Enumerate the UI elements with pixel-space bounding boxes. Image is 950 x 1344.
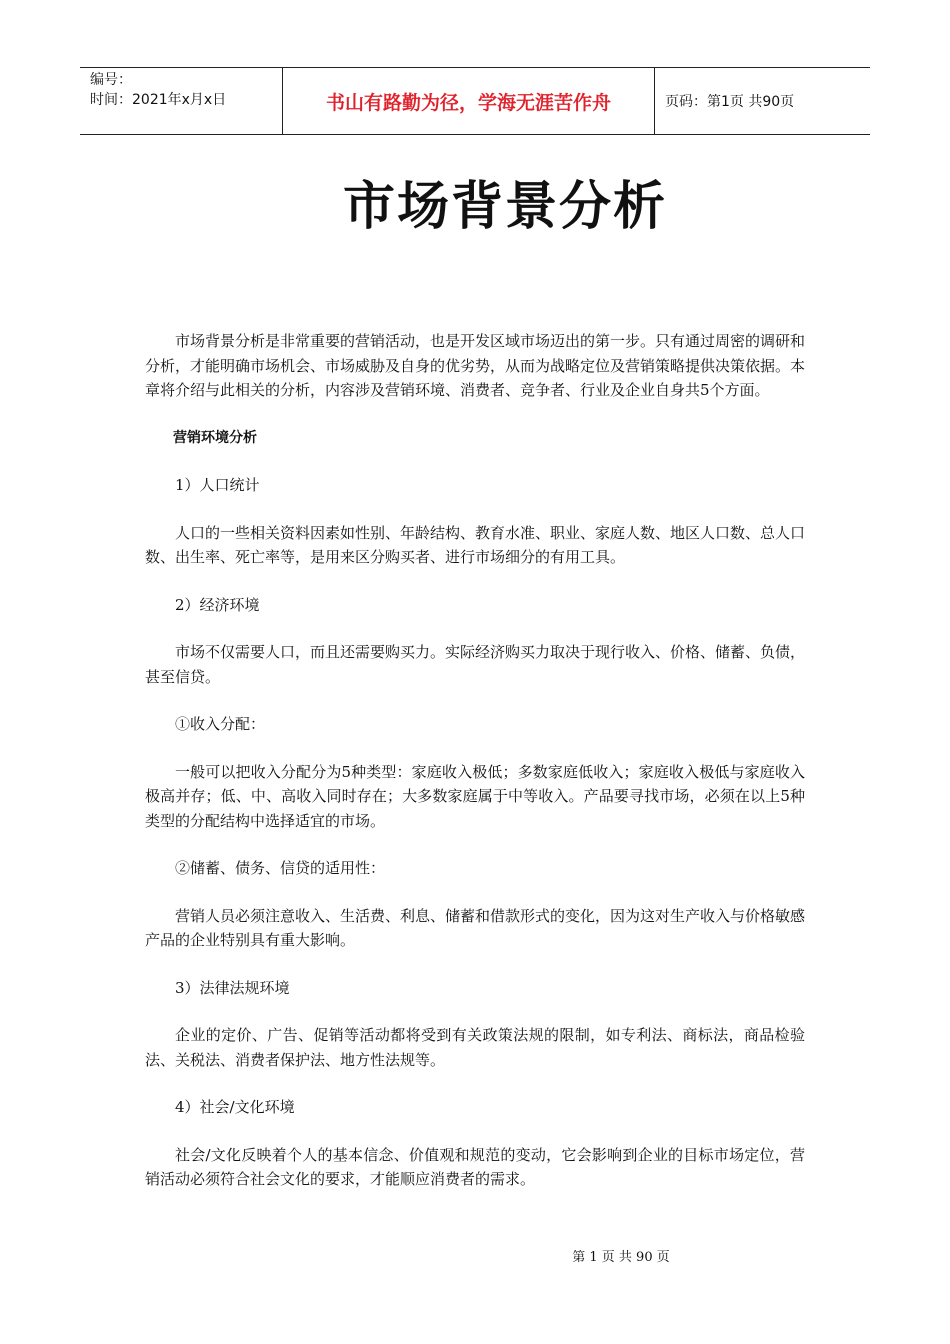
body-paragraph: 社会/文化反映着个人的基本信念、价值观和规范的变动，它会影响到企业的目标市场定位，营销活动必须符合社会文化的要求，才能顺应消费者的需求。 — [145, 1145, 805, 1188]
document-title: 市场背景分析 — [342, 177, 667, 237]
page-footer: 第 1 页 共 90 页 — [572, 1250, 670, 1265]
header-page-info: 页码：第1页 共90页 — [665, 94, 795, 110]
subsection-heading: 3）法律法规环境 — [175, 978, 290, 997]
header-motto: 书山有路勤为径，学海无涯苦作舟 — [282, 68, 655, 134]
subsection-heading: 4）社会/文化环境 — [175, 1098, 295, 1116]
body-paragraph: 企业的定价、广告、促销等活动都将受到有关政策法规的限制，如专利法、商标法，商品检验法、关税法、消费者保护法、地方性法规等。 — [145, 1026, 805, 1069]
document-body — [145, 329, 805, 1215]
subsection-heading: 2）经济环境 — [175, 595, 260, 614]
section-heading: 营销环境分析 — [173, 429, 257, 446]
subsection-heading: 1）人口统计 — [175, 476, 260, 494]
body-paragraph: 人口的一些相关资料因素如性别、年龄结构、教育水准、职业、家庭人数、地区人口数、总人口数、出生率、死亡率等，是用来区分购买者、进行市场细分的有用工具。 — [145, 523, 806, 566]
body-paragraph: 营销人员必须注意收入、生活费、利息、储蓄和借款形式的变化，因为这对生产收入与价格敏感产品的企业特别具有重大影响。 — [145, 906, 806, 949]
header-meta — [80, 68, 282, 134]
number-label: 编号： — [90, 72, 132, 88]
subsection-heading: ②储蓄、债务、信贷的适用性： — [175, 859, 386, 877]
body-paragraph: 市场不仅需要人口，而且还需要购买力。实际经济购买力取决于现行收入、价格、储蓄、负债，甚至信贷。 — [145, 643, 806, 686]
subsection-heading: ①收入分配： — [175, 715, 266, 733]
time-label: 时间：2021年x月x日 — [90, 92, 227, 108]
body-paragraph: 市场背景分析是非常重要的营销活动，也是开发区域市场迈出的第一步。只有通过周密的调研和分析，才能明确市场机会、市场威胁及自身的优劣势，从而为战略定位及营销策略提供决策依据。本章将介绍与此相关的分析，内容涉及营销环境、消费者、竞争者、行业及企业自身共5个方面。 — [145, 332, 806, 399]
body-paragraph: 一般可以把收入分配分为5种类型：家庭收入极低；多数家庭低收入；家庭收入极低与家庭收入极高并存；低、中、高收入同时存在；大多数家庭属于中等收入。产品要寻找市场，必须在以上5种类型的分配结构中选择适宜的市场。 — [145, 762, 805, 830]
page-header — [80, 67, 870, 135]
